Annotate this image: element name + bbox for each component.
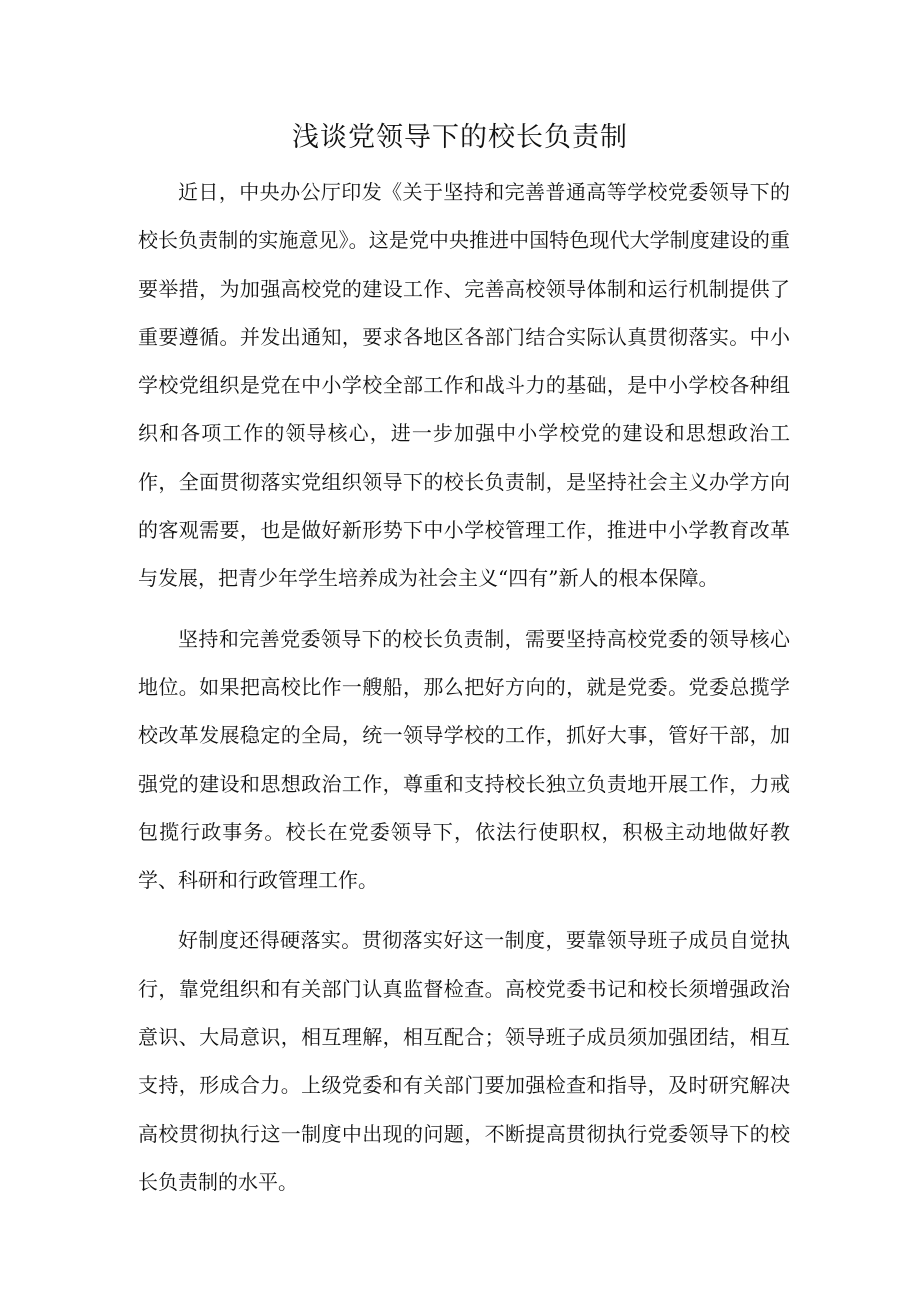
document-body — [138, 168, 790, 1218]
paragraph-3: 好制度还得硬落实。贯彻落实好这一制度，要靠领导班子成员自觉执行，靠党组织和有关部门认真监督检查。高校党委书记和校长须增强政治意识、大局意识，相互理解，相互配合；领导班子成员须加强团结，相互支持，形成合力。上级党委和有关部门要加强检查和指导，及时研究解决高校贯彻执行这一制度中出现的问题，不断提高贯彻执行党委领导下的校长负责制的水平。 — [138, 928, 790, 1194]
paragraph-2: 坚持和完善党委领导下的校长负责制，需要坚持高校党委的领导核心地位。如果把高校比作一艘船，那么把好方向的，就是党委。党委总揽学校改革发展稳定的全局，统一领导学校的工作，抓好大事，管好干部，加强党的建设和思想政治工作，尊重和支持校长独立负责地开展工作，力戒包揽行政事务。校长在党委领导下，依法行使职权，积极主动地做好教学、科研和行政管理工作。 — [138, 626, 790, 893]
paragraph-1: 近日，中央办公厅印发《关于坚持和完善普通高等学校党委领导下的校长负责制的实施意见》。这是党中央推进中国特色现代大学制度建设的重要举措，为加强高校党的建设工作、完善高校领导体制和运行机制提供了重要遵循。并发出通知，要求各地区各部门结合实际认真贯彻落实。中小学校党组织是党在中小学校全部工作和战斗力的基础，是中小学校各种组织和各项工作的领导核心，进一步加强中小学校党的建设和思想政治工作，全面贯彻落实党组织领导下的校长负责制，是坚持社会主义办学方向的客观需要，也是做好新形势下中小学校管理工作，推进中小学教育改革与发展，把青少年学生培养成为社会主义“四有”新人的根本保障。 — [138, 180, 790, 591]
document-title: 浅谈党领导下的校长负责制 — [292, 122, 628, 153]
